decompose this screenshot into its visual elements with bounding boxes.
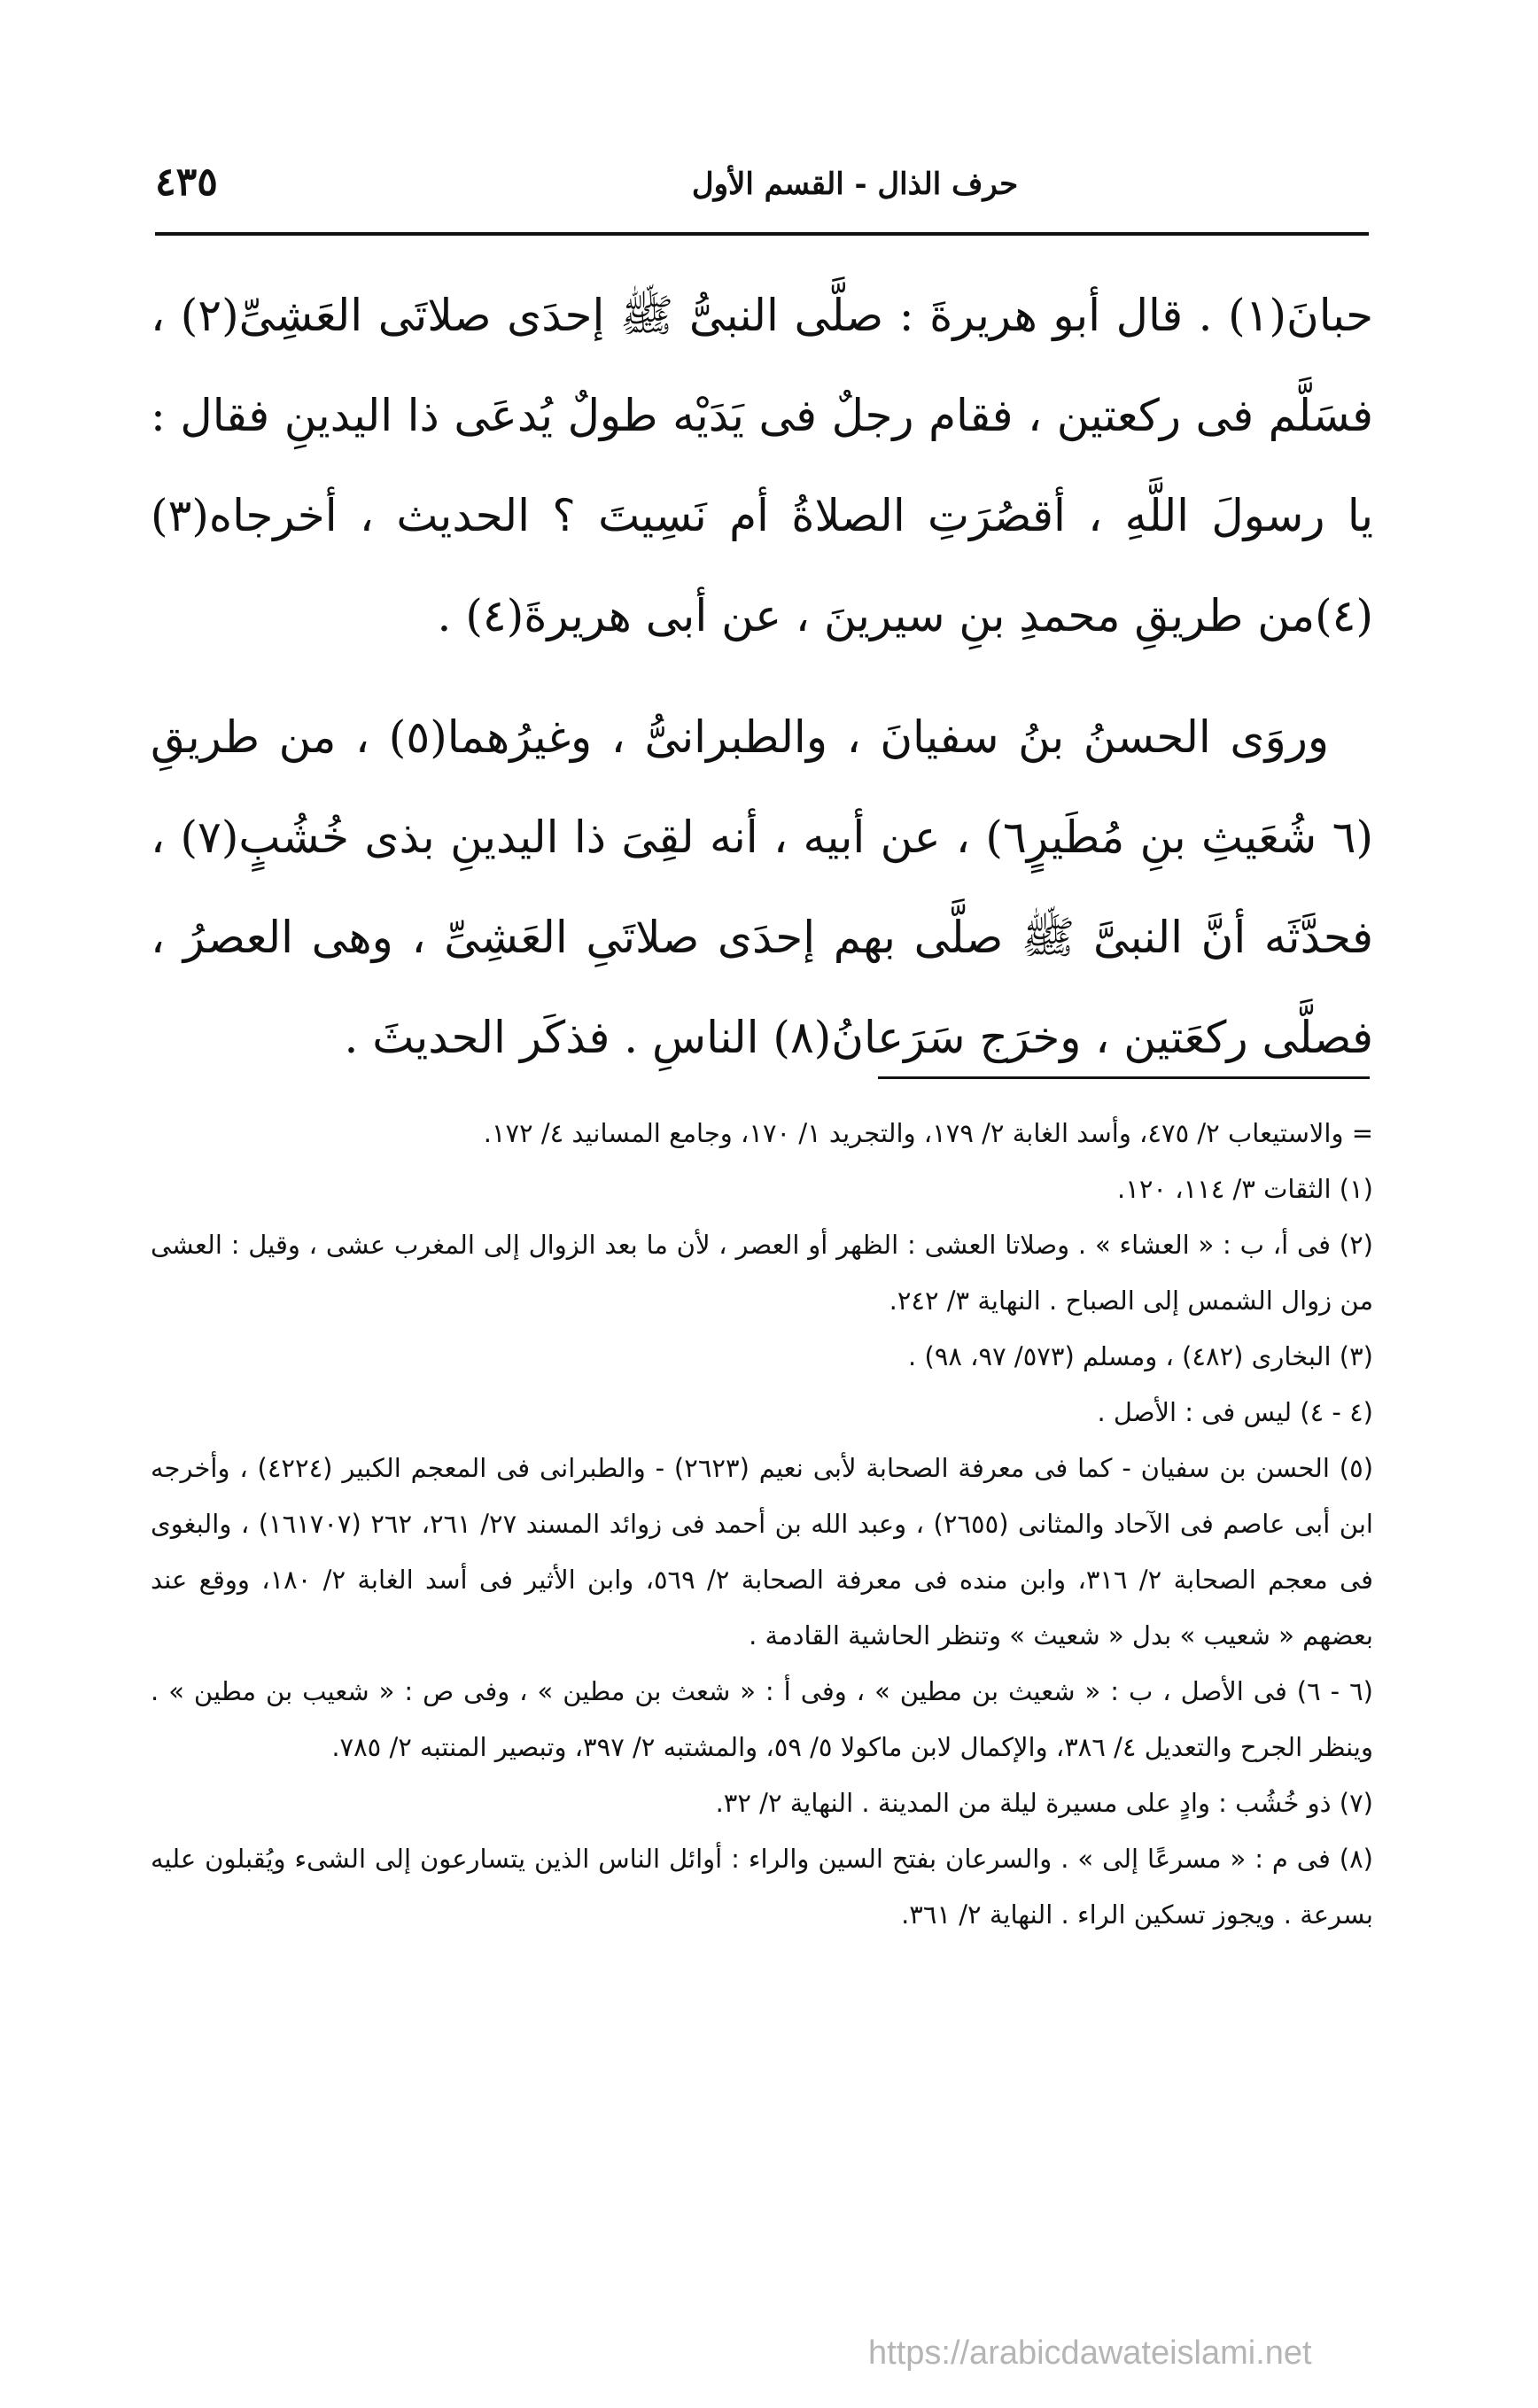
main-paragraph-1: حبانَ(١) . قال أبو هريرةَ : صلَّى النبىُّ ﷺ إحدَى صلاتَى العَشِىِّ(٢) ، فسَلَّم فى ركعتين ، فقام رجلٌ فى يَدَيْه طولٌ يُدعَى ذا اليدينِ فقال : يا رسولَ اللَّهِ ، أقصُرَتِ الصلاةُ أم نَسِيتَ ؟ الحديث ، أخرجاه(٣) (٤)من طريقِ محمدِ بنِ سيرينَ ، عن أبى هريرةَ(٤) . [151, 290, 1373, 641]
watermark-url: https://arabicdawateislami.net [868, 2334, 1312, 2372]
footnote-3: (٣) البخارى (٤٨٢) ، ومسلم (٥٧٣/ ٩٧، ٩٨) . [908, 1341, 1373, 1371]
running-title: حرف الذال - القسم الأول [691, 167, 1019, 202]
footnote-7: (٧) ذو خُشُب : وادٍ على مسيرة ليلة من المدينة . النهاية ٢/ ٣٢. [715, 1788, 1373, 1818]
page-header [155, 159, 1369, 230]
footnote-2: (٢) فى أ، ب : « العشاء » . وصلاتا العشى : الظهر أو العصر ، لأن ما بعد الزوال إلى المغرب عشى ، وقيل : العشى من زوال الشمس إلى الصباح . النهاية ٣/ ٢٤٢. [151, 1230, 1373, 1316]
footnote-8: (٨) فى م : « مسرعًا إلى » . والسرعان بفتح السين والراء : أوائل الناس الذين يتسارعون إلى الشىء ويُقبلون عليه بسرعة . ويجوز تسكين الراء . النهاية ٢/ ٣٦١. [151, 1844, 1373, 1930]
footnote-4: (٤ - ٤) ليس فى : الأصل . [1097, 1397, 1373, 1427]
footnote-continuation: = والاستيعاب ٢/ ٤٧٥، وأسد الغابة ٢/ ١٧٩، والتجريد ١/ ١٧٠، وجامع المسانيد ٤/ ١٧٢. [483, 1118, 1373, 1148]
footnote-5: (٥) الحسن بن سفيان - كما فى معرفة الصحابة لأبى نعيم (٢٦٢٣) - والطبرانى فى المعجم الكبير (٤٢٢٤) ، وأخرجه ابن أبى عاصم فى الآحاد والمثانى (٢٦٥٥) ، وعبد الله بن أحمد فى زوائد المسند ٢٧/ ٢٦١، ٢٦٢ (١٦١٧٠٧) ، والبغوى فى معجم الصحابة ٢/ ٣١٦، وابن منده فى معرفة الصحابة ٢/ ٥٦٩، وابن الأثير فى أسد الغابة ٢/ ١٨٠، ووقع عند بعضهم « شعيب » بدل « شعيث » وتنظر الحاشية القادمة . [151, 1453, 1374, 1651]
main-paragraph-2: وروَى الحسنُ بنُ سفيانَ ، والطبرانىُّ ، وغيرُهما(٥) ، من طريقِ (٦ شُعَيثِ بنِ مُطَيرٍ٦) ، عن أبيه ، أنه لقِىَ ذا اليدينِ بذى خُشُبٍ(٧) ، فحدَّثَه أنَّ النبىَّ ﷺ صلَّى بهم إحدَى صلاتَىِ العَشِىِّ ، وهى العصرُ ، فصلَّى ركعَتين ، وخرَج سَرَعانُ(٨) الناسِ . فذكَر الحديثَ . [151, 711, 1373, 1063]
main-text [151, 266, 1373, 1109]
footnote-separator [878, 1076, 1370, 1079]
page-number: ٤٣٥ [155, 159, 218, 205]
footnote-1: (١) الثقات ٣/ ١١٤، ١٢٠. [1117, 1174, 1373, 1204]
footnote-6: (٦ - ٦) فى الأصل ، ب : « شعيث بن مطين » ، وفى أ : « شعث بن مطين » ، وفى ص : « شعيب بن مطين » . وينظر الجرح والتعديل ٤/ ٣٨٦، والإكمال لابن ماكولا ٥/ ٥٩، والمشتبه ٢/ ٣٩٧، وتبصير المنتبه ٢/ ٧٨٥. [151, 1676, 1373, 1762]
footnotes [151, 1106, 1373, 1943]
header-rule [155, 232, 1369, 236]
